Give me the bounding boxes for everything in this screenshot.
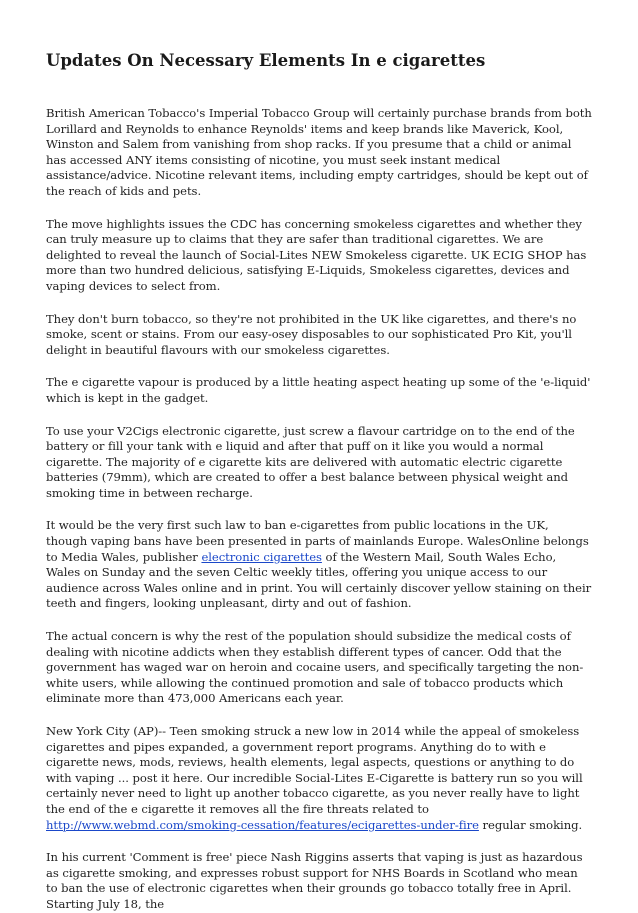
paragraph-8-text-before: New York City (AP)-- Teen smoking struck a new low in 2014 while the appeal of smokeless cigarettes and pipes expanded, a government report programs. Anything do to with e cigarette news, mods, reviews, health elements, legal aspects, questions or anything to do with vaping ... post it here. Our incredible Social-Lites E-Cigarette is battery run so you will certainly never need to light up another tobacco cigarette, as you never really have to light the end of the e cigarette it removes all the fire threats related to [46,724,583,816]
paragraph-2: The move highlights issues the CDC has concerning smokeless cigarettes and whether they can truly measure up to claims that they are safer than traditional cigarettes. We are delighted to reveal the launch of Social-Lites NEW Smokeless cigarette. UK ECIG SHOP has more than two hundred delicious, satisfying E-Liquids, Smokeless cigarettes, devices and vaping devices to select from. [46,216,587,293]
paragraph-6-text-after: of the Western Mail, South Wales Echo, Wales on Sunday and the seven Celtic weekly titles, offering you unique access to our audience across Wales online and in print. You will certainly discover yellow staining on their teeth and fingers, looking unpleasant, dirty and out of fashion. [46,549,592,611]
webmd-link[interactable]: http://www.webmd.com/smoking-cessation/features/ecigarettes-under-fire [46,817,479,832]
paragraph-8 [46,724,592,833]
paragraph-4: The e cigarette vapour is produced by a little heating aspect heating up some of the 'e-liquid' which is kept in the gadget. [46,375,591,405]
page-title: Updates On Necessary Elements In e cigarettes [46,51,486,70]
paragraph-9: In his current 'Comment is free' piece Nash Riggins asserts that vaping is just as hazardous as cigarette smoking, and expresses robust support for NHS Boards in Scotland who mean to ban the use of electronic cigarettes when their grounds go tobacco totally free in April. Starting July 18, the [46,850,583,911]
paragraph-5: To use your V2Cigs electronic cigarette, just screw a flavour cartridge on to the end of the battery or fill your tank with e liquid and after that puff on it like you would a normal cigarette. The majority of e cigarette kits are delivered with automatic electric cigarette batteries (79mm), which are created to offer a best balance between physical weight and smoking time in between recharge. [46,423,575,500]
paragraph-6 [46,518,592,612]
electronic-cigarettes-link[interactable]: electronic cigarettes [201,549,322,564]
paragraph-8-text-after: regular smoking. [478,817,583,832]
paragraph-3: They don't burn tobacco, so they're not prohibited in the UK like cigarettes, and there's no smoke, scent or stains. From our easy-osey disposables to our sophisticated Pro Kit, you'll delight in beautiful flavours with our smokeless cigarettes. [46,311,577,357]
paragraph-1: British American Tobacco's Imperial Tobacco Group will certainly purchase brands from both Lorillard and Reynolds to enhance Reynolds' items and keep brands like Maverick, Kool, Winston and Salem from vanishing from shop racks. If you presume that a child or animal has accessed ANY items consisting of nicotine, you must seek instant medical assistance/advice. Nicotine relevant items, including empty cartridges, should be kept out of the reach of kids and pets. [46,106,592,198]
paragraph-6-text-before: It would be the very first such law to ban e-cigarettes from public locations in the UK, though vaping bans have been presented in parts of mainlands Europe. WalesOnline belongs to Media Wales, publisher [46,518,589,564]
paragraph-7: The actual concern is why the rest of the population should subsidize the medical costs of dealing with nicotine addicts when they establish different types of cancer. Odd that the government has waged war on heroin and cocaine users, and specifically targeting the non-white users, while allowing the continued promotion and sale of tobacco products which eliminate more than 473,000 Americans each year. [46,629,584,706]
